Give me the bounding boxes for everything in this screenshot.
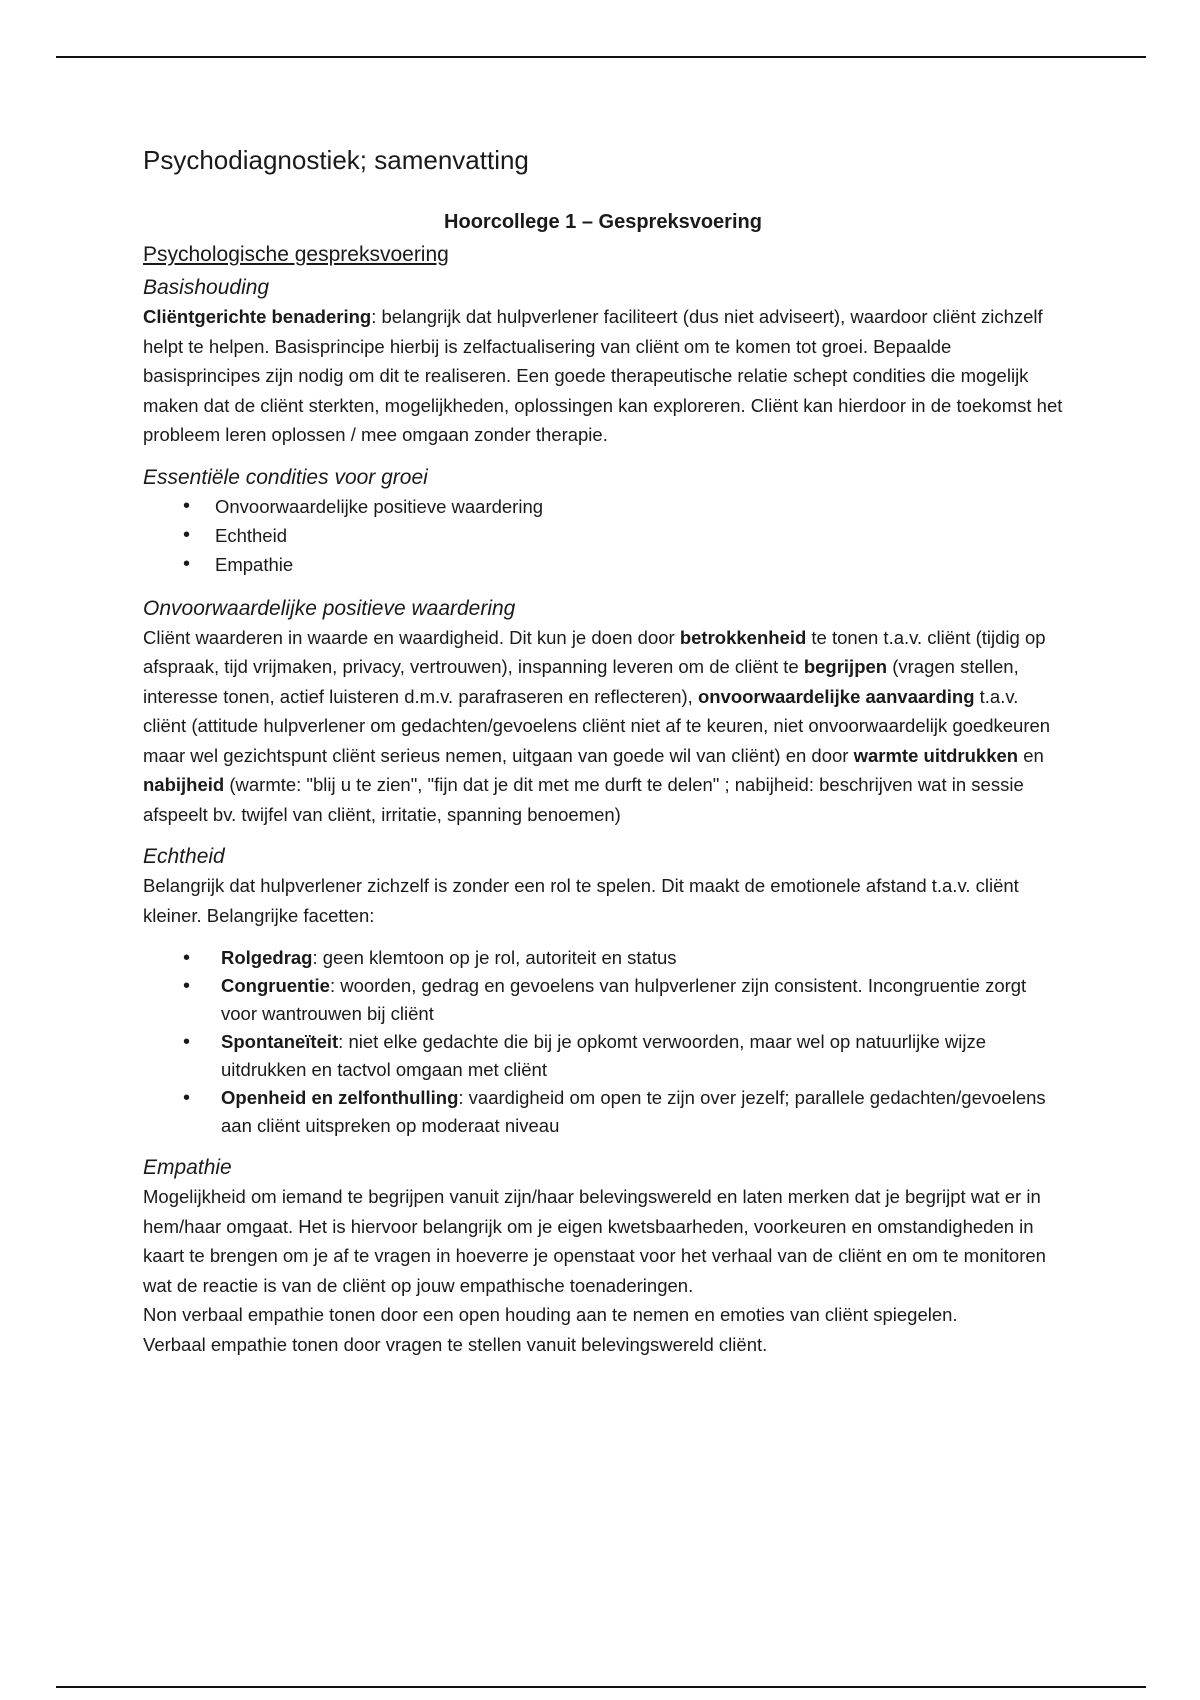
paragraph-empathie-1: Mogelijkheid om iemand te begrijpen vanuit zijn/haar belevingswereld en laten merken dat je begrijpt wat er in hem/haar omgaat. Het is hiervoor belangrijk om je eigen kwetsbaarheden, voorkeuren en omstandigheden in kaart te brengen om je af te vragen in hoeverre je openstaat voor het verhaal van de cliënt en om te monitoren wat de reactie is van de cliënt op jouw empathische toenaderingen. <box>143 1186 1046 1296</box>
document-title: Psychodiagnostiek; samenvatting <box>143 145 529 175</box>
list-item: • Rolgedrag: geen klemtoon op je rol, autoriteit en status <box>143 944 1063 972</box>
footer-rule <box>56 1686 1146 1688</box>
list-item: • Onvoorwaardelijke positieve waardering <box>143 492 1063 521</box>
document-body <box>143 142 1063 1359</box>
paragraph-empathie-2: Non verbaal empathie tonen door een open houding aan te nemen en emoties van cliënt spiegelen. <box>143 1304 958 1325</box>
list-item: • Echtheid <box>143 521 1063 550</box>
header-rule <box>56 56 1146 58</box>
heading-basishouding: Basishouding <box>143 276 270 299</box>
list-item: • Congruentie: woorden, gedrag en gevoelens van hulpverlener zijn consistent. Incongruentie zorgt voor wantrouwen bij cliënt <box>143 972 1063 1028</box>
heading-echtheid: Echtheid <box>143 845 225 868</box>
heading-waardering: Onvoorwaardelijke positieve waardering <box>143 596 516 620</box>
heading-empathie: Empathie <box>143 1156 232 1179</box>
list-item: • Empathie <box>143 550 1063 579</box>
paragraph-empathie-3: Verbaal empathie tonen door vragen te stellen vanuit belevingswereld cliënt. <box>143 1333 768 1355</box>
lecture-title: Hoorcollege 1 – Gespreksvoering <box>444 211 762 233</box>
paragraph-basishouding: Cliëntgerichte benadering: belangrijk dat hulpverlener faciliteert (dus niet adviseert), waardoor cliënt zichzelf helpt te helpen. Basisprincipe hierbij is zelfactualisering van cliënt om te komen tot groei. Bepaalde basisprincipes zijn nodig om dit te realiseren. Een goede therapeutische relatie schept condities die mogelijk maken dat de cliënt sterkten, mogelijkheden, oplossingen kan exploreren. Cliënt kan hierdoor in de toekomst het probleem leren oplossen / mee omgaan zonder therapie. <box>143 306 1063 445</box>
list-item: • Spontaneïteit: niet elke gedachte die bij je opkomt verwoorden, maar wel op natuurlijke wijze uitdrukken en tactvol omgaan met cliënt <box>143 1028 1063 1084</box>
section-title: Psychologische gespreksvoering <box>143 243 449 266</box>
list-item: • Openheid en zelfonthulling: vaardigheid om open te zijn over jezelf; parallele gedachten/gevoelens aan cliënt uitspreken op moderaat niveau <box>143 1084 1063 1140</box>
condities-list <box>143 492 1063 579</box>
facetten-list <box>143 944 1063 1140</box>
paragraph-waardering: Cliënt waarderen in waarde en waardigheid. Dit kun je doen door betrokkenheid te tonen t.a.v. cliënt (tijdig op afspraak, tijd vrijmaken, privacy, vertrouwen), inspanning leveren om de cliënt te begrijpen (vragen stellen, interesse tonen, actief luisteren d.m.v. parafraseren en reflecteren), onvoorwaardelijke aanvaarding t.a.v. cliënt (attitude hulpverlener om gedachten/gevoelens cliënt niet af te keuren, niet onvoorwaardelijk goedkeuren maar wel gezichtspunt cliënt serieus nemen, uitgaan van goede wil van cliënt) en door warmte uitdrukken en nabijheid (warmte: "blij u te zien", "fijn dat je dit met me durft te delen" ; nabijheid: beschrijven wat in sessie afspeelt bv. twijfel van cliënt, irritatie, spanning benoemen) <box>143 626 1051 825</box>
term-clientgerichte-benadering: Cliëntgerichte benadering <box>143 306 372 327</box>
heading-condities: Essentiële condities voor groei <box>143 465 428 489</box>
paragraph-echtheid: Belangrijk dat hulpverlener zichzelf is zonder een rol te spelen. Dit maakt de emotionele afstand t.a.v. cliënt kleiner. Belangrijke facetten: <box>143 875 1019 926</box>
